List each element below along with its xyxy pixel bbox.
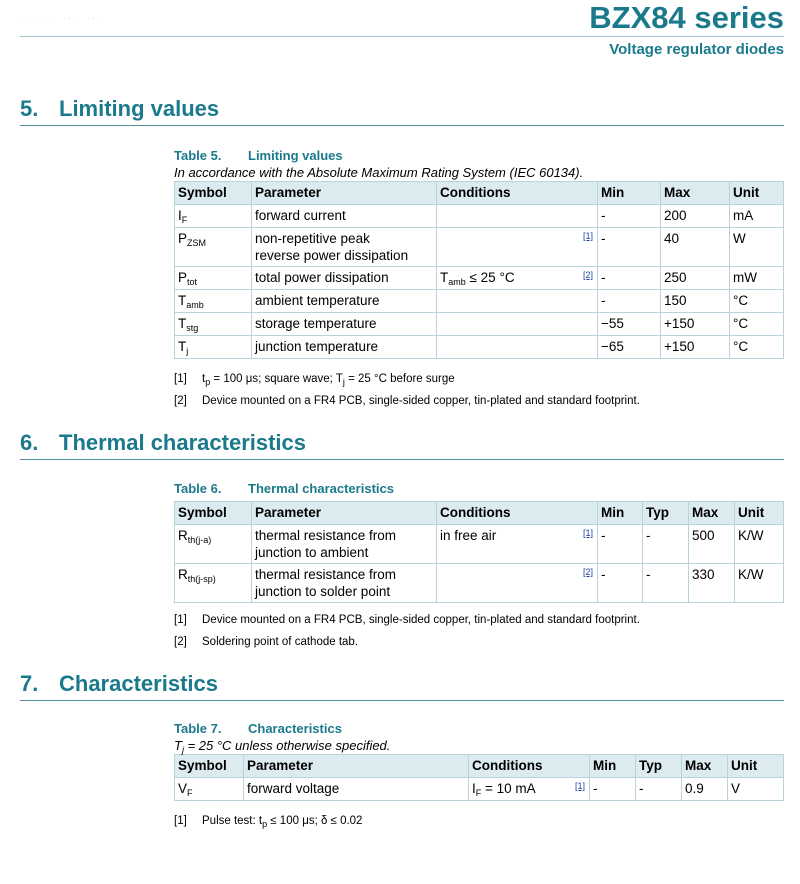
table-number: Table 5.	[174, 148, 222, 163]
column-header: Min	[590, 755, 636, 778]
column-header: Symbol	[175, 502, 252, 525]
unit-cell: mA	[730, 205, 784, 228]
table-note	[174, 737, 784, 754]
condition-value: = 10 mA	[481, 781, 536, 796]
section-heading	[20, 671, 784, 701]
section-characteristics	[20, 671, 784, 701]
document-title: BZX84 series	[589, 0, 784, 35]
section-heading	[20, 96, 784, 126]
parameter-line: non-repetitive peak	[255, 231, 370, 246]
table-row	[175, 564, 784, 603]
footnote-text: Device mounted on a FR4 PCB, single-sided copper, tin-plated and standard footprint.	[202, 395, 640, 407]
min-cell: -	[598, 564, 643, 603]
footnote-text: ≤ 100 μs; δ ≤ 0.02	[267, 815, 363, 827]
document-subtitle: Voltage regulator diodes	[609, 41, 784, 58]
section-title: Limiting values	[59, 96, 220, 121]
section-title: Characteristics	[59, 671, 218, 696]
unit-cell: °C	[730, 313, 784, 336]
parameter-cell: junction temperature	[252, 336, 437, 359]
symbol-subscript: ZSM	[187, 238, 207, 248]
unit-cell: °C	[730, 290, 784, 313]
table-row	[175, 336, 784, 359]
table-row	[175, 267, 784, 290]
symbol-cell	[175, 564, 252, 603]
symbol-cell	[175, 267, 252, 290]
thermal-characteristics-table	[174, 501, 784, 603]
column-header: Min	[598, 182, 661, 205]
header-divider	[20, 36, 784, 37]
parameter-cell	[252, 228, 437, 267]
company-logo: · ·· · · ·· · ·· ·	[20, 13, 107, 23]
parameter-cell	[252, 525, 437, 564]
unit-cell: mW	[730, 267, 784, 290]
table-header-row	[175, 502, 784, 525]
max-cell: 500	[689, 525, 735, 564]
footnote-link[interactable]: [1]	[582, 231, 593, 241]
footnote	[174, 614, 640, 626]
footnote-text: = 25 °C before surge	[344, 373, 455, 385]
footnote-text: Pulse test: t	[202, 815, 263, 827]
note-text: T	[174, 738, 182, 753]
symbol-subscript: F	[187, 788, 193, 798]
footnote-text: = 100 μs; square wave; T	[210, 373, 343, 385]
section-heading	[20, 430, 784, 460]
min-cell: −65	[598, 336, 661, 359]
limiting-values-table	[174, 181, 784, 359]
footnote-number: [2]	[174, 395, 187, 407]
table-title: Characteristics	[248, 721, 342, 736]
table-row	[175, 778, 784, 801]
unit-cell: W	[730, 228, 784, 267]
column-header: Symbol	[175, 755, 244, 778]
column-header: Max	[682, 755, 728, 778]
footnote	[174, 395, 640, 407]
symbol-subscript: j	[186, 346, 189, 356]
table-header-row	[175, 755, 784, 778]
max-cell: 150	[661, 290, 730, 313]
table-characteristics	[174, 721, 784, 801]
footnote	[174, 815, 362, 827]
footnote-link[interactable]: [2]	[582, 567, 593, 577]
table-row	[175, 290, 784, 313]
condition-value: in free air	[440, 528, 497, 543]
conditions-cell	[437, 525, 598, 564]
column-header: Conditions	[437, 182, 598, 205]
typ-cell: -	[643, 525, 689, 564]
conditions-cell	[469, 778, 590, 801]
footnote	[174, 636, 358, 648]
conditions-cell	[437, 228, 598, 267]
column-header: Parameter	[252, 182, 437, 205]
max-cell: 0.9	[682, 778, 728, 801]
table-caption	[174, 481, 784, 497]
section-number: 5.	[20, 96, 39, 121]
min-cell: -	[598, 205, 661, 228]
column-header: Typ	[636, 755, 682, 778]
unit-cell: °C	[730, 336, 784, 359]
footnote-number: [1]	[174, 373, 187, 385]
column-header: Min	[598, 502, 643, 525]
table-header-row	[175, 182, 784, 205]
symbol-cell	[175, 525, 252, 564]
symbol: V	[178, 781, 188, 796]
symbol-subscript: amb	[186, 300, 204, 310]
table-note: In accordance with the Absolute Maximum Rating System (IEC 60134).	[174, 165, 584, 180]
parameter-line: thermal resistance from	[255, 528, 397, 543]
symbol-subscript: th(j-a)	[187, 535, 212, 545]
symbol: R	[178, 528, 188, 543]
parameter-cell: forward voltage	[244, 778, 469, 801]
table-caption	[174, 721, 784, 737]
parameter-cell: forward current	[252, 205, 437, 228]
min-cell: -	[598, 525, 643, 564]
section-title: Thermal characteristics	[59, 430, 307, 455]
section-limiting-values	[20, 96, 784, 126]
footnote-text: Soldering point of cathode tab.	[202, 636, 359, 648]
footnote-subscript: p	[205, 377, 211, 387]
typ-cell: -	[636, 778, 682, 801]
max-cell: 330	[689, 564, 735, 603]
min-cell: -	[598, 228, 661, 267]
table-number: Table 7.	[174, 721, 222, 736]
section-thermal-characteristics	[20, 430, 784, 460]
table-row	[175, 205, 784, 228]
condition-subscript: F	[475, 788, 482, 798]
footnote-link[interactable]: [2]	[582, 270, 593, 280]
conditions-cell	[437, 290, 598, 313]
symbol-subscript: th(j-sp)	[187, 574, 216, 584]
symbol: T	[178, 339, 187, 354]
parameter-cell: total power dissipation	[252, 267, 437, 290]
parameter-cell: ambient temperature	[252, 290, 437, 313]
table-number: Table 6.	[174, 481, 222, 496]
table-limiting-values	[174, 148, 784, 359]
parameter-line: reverse power dissipation	[255, 248, 409, 263]
column-header: Typ	[643, 502, 689, 525]
min-cell: −55	[598, 313, 661, 336]
note-text: = 25 °C unless otherwise specified.	[183, 738, 391, 753]
column-header: Parameter	[252, 502, 437, 525]
symbol-cell	[175, 336, 252, 359]
section-number: 7.	[20, 671, 39, 696]
column-header: Conditions	[437, 502, 598, 525]
max-cell: 40	[661, 228, 730, 267]
symbol: P	[178, 270, 188, 285]
footnote-text: Device mounted on a FR4 PCB, single-sided copper, tin-plated and standard footprint.	[202, 614, 640, 626]
footnote-text: t	[202, 373, 206, 385]
symbol: T	[178, 316, 187, 331]
parameter-line: junction to ambient	[255, 545, 369, 560]
conditions-cell	[437, 336, 598, 359]
note-subscript: j	[181, 745, 184, 755]
table-title: Limiting values	[248, 148, 343, 163]
footnote-link[interactable]: [1]	[574, 781, 585, 791]
table-row	[175, 228, 784, 267]
conditions-cell	[437, 267, 598, 290]
max-cell: 250	[661, 267, 730, 290]
unit-cell: K/W	[735, 525, 784, 564]
footnote-number: [1]	[174, 614, 187, 626]
table-caption	[174, 148, 784, 164]
max-cell: +150	[661, 336, 730, 359]
footnote-number: [2]	[174, 636, 187, 648]
parameter-line: junction to solder point	[255, 584, 391, 599]
condition-symbol: T	[440, 270, 449, 285]
parameter-line: thermal resistance from	[255, 567, 397, 582]
column-header: Unit	[730, 182, 784, 205]
symbol-subscript: stg	[186, 323, 199, 333]
symbol: I	[178, 208, 182, 223]
unit-cell: K/W	[735, 564, 784, 603]
column-header: Parameter	[244, 755, 469, 778]
symbol-subscript: F	[181, 215, 188, 225]
characteristics-table	[174, 754, 784, 801]
condition-value: ≤ 25 °C	[465, 270, 515, 285]
symbol-cell	[175, 778, 244, 801]
column-header: Max	[661, 182, 730, 205]
min-cell: -	[598, 267, 661, 290]
min-cell: -	[590, 778, 636, 801]
parameter-cell: storage temperature	[252, 313, 437, 336]
max-cell: +150	[661, 313, 730, 336]
min-cell: -	[598, 290, 661, 313]
symbol: P	[178, 231, 188, 246]
symbol-cell	[175, 228, 252, 267]
parameter-cell	[252, 564, 437, 603]
table-thermal-characteristics	[174, 481, 784, 603]
footnote-number: [1]	[174, 815, 187, 827]
symbol-cell	[175, 290, 252, 313]
conditions-cell	[437, 313, 598, 336]
column-header: Unit	[728, 755, 784, 778]
symbol-cell	[175, 313, 252, 336]
symbol: T	[178, 293, 187, 308]
column-header: Conditions	[469, 755, 590, 778]
conditions-cell	[437, 205, 598, 228]
footnote	[174, 373, 455, 385]
column-header: Symbol	[175, 182, 252, 205]
conditions-cell	[437, 564, 598, 603]
symbol-subscript: tot	[187, 277, 198, 287]
table-row	[175, 525, 784, 564]
section-number: 6.	[20, 430, 39, 455]
condition-subscript: amb	[448, 277, 466, 287]
condition-symbol: I	[472, 781, 476, 796]
footnote-subscript: p	[262, 819, 268, 829]
symbol-cell	[175, 205, 252, 228]
typ-cell: -	[643, 564, 689, 603]
max-cell: 200	[661, 205, 730, 228]
symbol: R	[178, 567, 188, 582]
footnote-link[interactable]: [1]	[582, 528, 593, 538]
table-row	[175, 313, 784, 336]
footnote-subscript: j	[342, 377, 345, 387]
column-header: Unit	[735, 502, 784, 525]
column-header: Max	[689, 502, 735, 525]
table-title: Thermal characteristics	[248, 481, 394, 496]
unit-cell: V	[728, 778, 784, 801]
